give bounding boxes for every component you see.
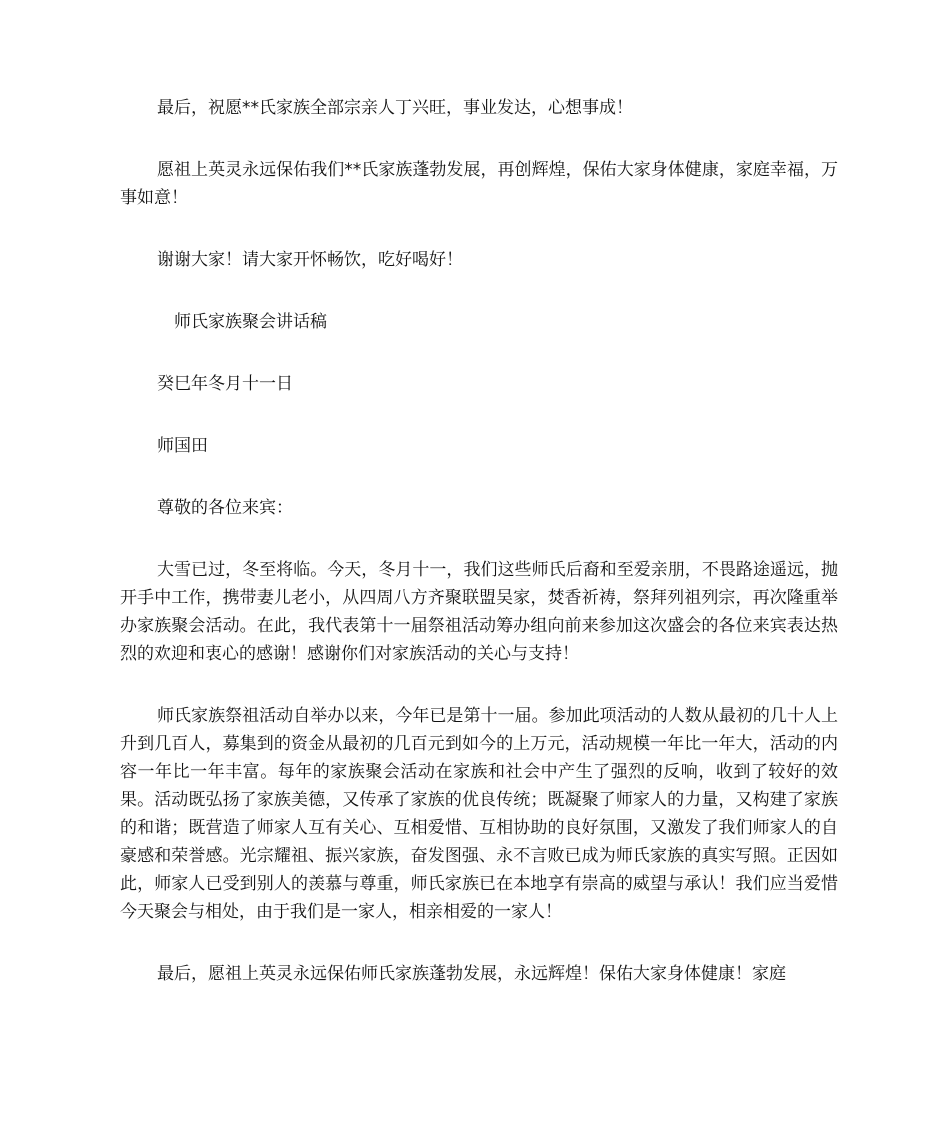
- speaker-name: 师国田: [157, 436, 208, 456]
- opening-paragraph: 大雪已过，冬至将临。今天，冬月十一，我们这些师氏后裔和至爱亲朋，不畏路途遥远，抛开手中工作，携带妻儿老小，从四周八方齐聚联盟吴家，焚香祈祷，祭拜列祖列宗，再次隆重举办家族聚会活动。在此，我代表第十一届祭祖活动筹办组向前来参加这次盛会的各位来宾表达热烈的欢迎和衷心的感谢！感谢你们对家族活动的关心与支持！: [120, 560, 838, 664]
- history-paragraph: 师氏家族祭祖活动自举办以来，今年已是第十一届。参加此项活动的人数从最初的几十人上升到几百人，募集到的资金从最初的几百元到如今的上万元，活动规模一年比一年大，活动的内容一年比一年丰富。每年的家族聚会活动在家族和社会中产生了强烈的反响，收到了较好的效果。活动既弘扬了家族美德，又传承了家族的优良传统；既凝聚了师家人的力量，又构建了家族的和谐；既营造了师家人互有关心、互相爱惜、互相协助的良好氛围，又激发了我们师家人的自豪感和荣誉感。光宗耀祖、振兴家族，奋发图强、永不言败已成为师氏家族的真实写照。正因如此，师家人已受到别人的羡慕与尊重，师氏家族已在本地享有崇高的威望与承认！我们应当爱惜今天聚会与相处，由于我们是一家人，相亲相爱的一家人！: [120, 706, 838, 922]
- salutation: 尊敬的各位来宾：: [157, 498, 293, 518]
- thanks-paragraph: 谢谢大家！请大家开怀畅饮，吃好喝好！: [157, 250, 463, 270]
- document-page: [120, 94, 838, 1022]
- speech-date: 癸巳年冬月十一日: [157, 374, 293, 394]
- closing-wish-paragraph: 最后，祝愿**氏家族全部宗亲人丁兴旺，事业发达，心想事成！: [157, 98, 633, 118]
- blessing-paragraph: 愿祖上英灵永远保佑我们**氏家族蓬勃发展，再创辉煌，保佑大家身体健康，家庭幸福，万事如意！: [120, 160, 838, 208]
- final-wish-paragraph: 最后，愿祖上英灵永远保佑师氏家族蓬勃发展，永远辉煌！保佑大家身体健康！家庭: [157, 964, 786, 984]
- speech-title: 师氏家族聚会讲话稿: [174, 312, 327, 332]
